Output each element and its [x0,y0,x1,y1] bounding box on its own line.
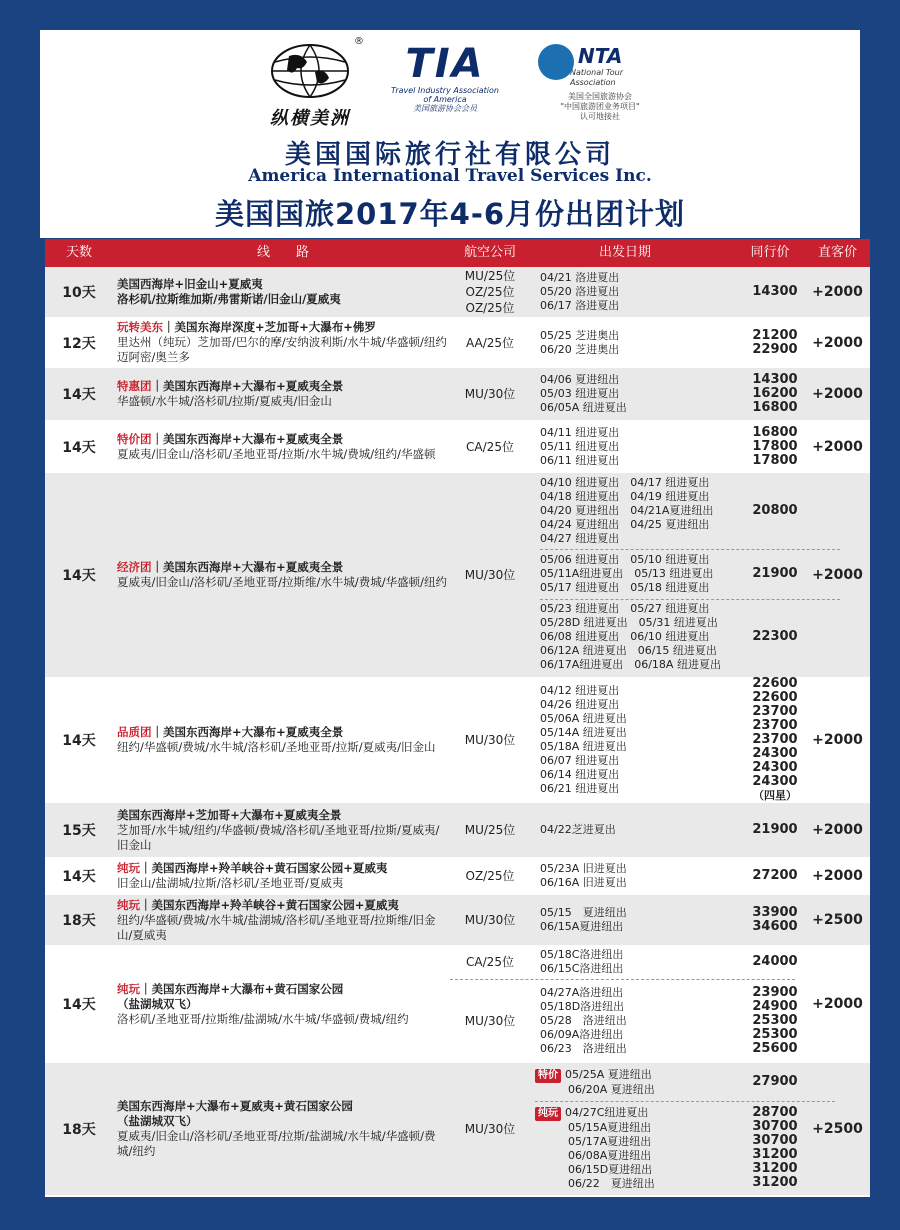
direct-price: +2000 [812,438,863,455]
row-airline [450,368,530,420]
direct-price: +2000 [812,386,863,402]
row-days: 14天 [62,733,96,749]
date-value: 06/17 洛进夏出 [540,299,620,312]
company-name-en: America International Travel Services Inc. [248,166,652,186]
date-value: 05/06A 纽进夏出 [540,712,627,725]
route-tag: 纯玩 [117,981,140,996]
direct-price: +2000 [812,996,863,1012]
date-value: 06/09A洛进纽出 [540,1028,624,1041]
route-title: 美国东西海岸+大瀑布+夏威夷全景 [163,725,344,739]
date-group [540,549,840,600]
col-direct-price: 直客价 [817,245,857,260]
company-name-cn: 美国国际旅行社有限公司 [284,140,615,170]
peer-price: 24900 [752,999,798,1014]
date-value: 04/24 夏进纽出 04/25 夏进纽出 [540,518,710,531]
table-header [45,239,870,267]
route-tag: 纯玩 [117,861,140,875]
peer-price: 30700 [752,1133,798,1148]
route-tag: 纯玩 [117,897,140,912]
date-value: 06/16A 旧进夏出 [540,876,627,889]
date-value: 05/23 纽进夏出 05/27 纽进夏出 [540,602,710,615]
date-value: 06/21 纽进夏出 [540,782,620,795]
nta-line0: National Tour Association [570,68,624,87]
row-route: 纯玩｜美国东西海岸+羚羊峡谷+黄石国家公园+夏威夷 纽约/华盛顿/费城/水牛城/盐湖城/洛杉矶/圣地亚哥/拉斯维/旧金山/夏威夷 [117,895,449,945]
row-airline [450,420,530,473]
date-value: 06/11 纽进夏出 [540,453,620,467]
direct-price: +2500 [812,1121,863,1137]
route-title: 美国东西海岸+大瀑布+夏威夷全景 [163,560,344,574]
date-value: 04/11 纽进夏出 [540,425,620,439]
date-value: 06/22 夏进纽出 [568,1176,655,1190]
route-cities: 夏威夷/旧金山/洛杉矶/圣地亚哥/拉斯/水牛城/费城/纽约/华盛顿 [117,446,436,461]
table-row [45,267,870,319]
airline-value: OZ/25位 [465,301,515,315]
row-days: 14天 [62,439,96,456]
col-route: 线 路 [256,245,309,260]
logo-tia [380,42,510,113]
row-route [117,1063,449,1195]
date-value: 04/18 纽进夏出 04/19 纽进夏出 [540,490,710,503]
direct-price: +2500 [812,912,863,928]
route-tag: 玩转美东 [117,320,163,334]
date-group [540,473,840,550]
row-route [117,803,449,857]
airline-value: CA/25位 [466,955,514,969]
peer-price: 24300 [752,746,798,761]
logo-zonghengmeizhou [260,36,364,132]
airline-group [450,979,798,1063]
table-row [45,473,870,679]
peer-price: 25300 [752,1013,798,1028]
date-value: 04/10 纽进夏出 04/17 纽进夏出 [540,476,710,489]
date-value: 05/11 纽进夏出 [540,439,620,453]
airline-value: MU/30位 [464,913,516,927]
airline-value: MU/30位 [464,568,516,582]
route-tag: 品质团 [117,725,152,739]
date-value: 04/27C纽进夏出 [565,1105,649,1119]
tia-line2: of America [423,95,467,104]
row-airline [450,677,530,803]
route-title: 美国东西海岸+羚羊峡谷+黄石国家公园+夏威夷 [151,897,399,912]
row-days: 14天 [62,997,96,1013]
row-airline [450,803,530,857]
peer-price: 31200 [752,1175,798,1190]
airline-value: MU/25位 [464,823,516,837]
peer-price: 23700 [752,704,798,719]
peer-price: 31200 [752,1147,798,1162]
route-cities: 洛杉矶/拉斯维加斯/弗雷斯诺/旧金山/夏威夷 [117,292,341,306]
direct-price: +2000 [812,284,863,300]
date-value: 05/23A 旧进夏出 [540,862,627,875]
col-peer-price: 同行价 [750,245,790,260]
special-price-badge: 特价 [535,1069,561,1083]
pure-tour-badge: 纯玩 [535,1107,561,1121]
date-group [535,1063,835,1102]
row-days: 18天 [62,1122,96,1138]
route-subtitle: （盐湖城双飞） [117,996,198,1011]
peer-price: 24300 [752,774,798,789]
date-value: 04/12 纽进夏出 [540,684,620,697]
table-row [45,1063,870,1195]
date-value: 05/17A夏进纽出 [568,1134,652,1148]
date-group [535,1101,835,1195]
col-days: 天数 [65,245,92,260]
direct-price: +2000 [812,567,863,583]
col-airline: 航空公司 [463,245,516,260]
nta-line1: 美国全国旅游协会 [568,92,632,101]
airline-value: MU/25位 [464,269,516,283]
date-value: 06/15D夏进纽出 [568,1162,653,1176]
route-title: 美国东西海岸+大瀑布+夏威夷全景 [163,379,344,393]
route-title: 美国东西海岸+大瀑布+黄石国家公园 [151,981,344,996]
airline-value: CA/25位 [466,439,514,454]
date-value: 06/12A 纽进夏出 06/15 纽进夏出 [540,644,717,657]
table-row [45,895,870,947]
airline-value: OZ/25位 [465,285,515,299]
price-note: （四星） [753,789,797,802]
row-dates [540,549,740,599]
peer-price: 14300 [752,372,798,387]
date-value: 06/15A夏进纽出 [540,920,624,933]
airline-value: MU/30位 [464,1014,516,1028]
peer-price: 31200 [752,1161,798,1176]
airline-group [450,945,798,980]
date-value: 05/25A 夏进纽出 [565,1067,652,1081]
peer-price: 25300 [752,1027,798,1042]
route-cities: 芝加哥/水牛城/纽约/华盛顿/费城/洛杉矶/圣地亚哥/拉斯/夏威夷/旧金山 [117,822,440,852]
registered-mark: ® [354,36,364,47]
peer-price: 20800 [752,503,798,518]
peer-price: 16200 [752,386,798,401]
table-row [45,803,870,859]
date-value: 05/18A 纽进夏出 [540,740,627,753]
row-airline [450,473,530,677]
route-tag: 经济团 [117,560,152,574]
peer-price: 21200 [752,327,798,343]
airline-value: AA/25位 [465,335,515,350]
airline-value: MU/30位 [464,387,516,401]
date-value: 05/25 芝进奥出 [540,328,620,342]
row-dates [535,1101,735,1195]
date-value: 04/22芝进夏出 [540,823,616,836]
row-route: 玩转美东｜美国东海岸深度+芝加哥+大瀑布+佛罗 里达州（纯玩）芝加哥/巴尔的摩/安纳波利斯/水牛城/华盛顿/纽约迈阿密/奥兰多 [117,317,449,368]
table-row [45,420,870,475]
table-row [45,368,870,422]
row-route: 纯玩｜美国西海岸+羚羊峡谷+黄石国家公园+夏威夷 旧金山/盐湖城/拉斯/洛杉矶/圣地亚哥/夏威夷 [117,857,449,895]
peer-price: 16800 [752,400,798,415]
date-group [540,599,840,675]
header [40,30,860,190]
peer-price: 24000 [752,954,798,969]
peer-price: 23700 [752,732,798,747]
row-dates [540,599,740,675]
direct-price: +2000 [812,334,863,351]
table-row [45,317,870,370]
row-route: 经济团｜美国东西海岸+大瀑布+夏威夷全景 夏威夷/旧金山/洛杉矶/圣地亚哥/拉斯维/水牛城/费城/华盛顿/纽约 [117,560,447,589]
row-days: 15天 [62,823,96,839]
row-airline [450,895,530,945]
date-value: 06/17A纽进夏出 06/18A 纽进夏出 [540,658,721,671]
row-route: 品质团｜美国东西海岸+大瀑布+夏威夷全景 纽约/华盛顿/费城/水牛城/洛杉矶/圣地亚哥/拉斯/夏威夷/旧金山 [117,677,449,803]
row-dates [540,979,710,1063]
schedule-table [45,239,870,1197]
date-value: 06/05A 纽进夏出 [540,401,627,414]
row-days: 12天 [62,335,96,352]
peer-price: 22900 [752,341,798,357]
date-value: 06/08A夏进纽出 [568,1148,652,1162]
row-airline [450,317,530,368]
route-tag: 特惠团 [117,379,152,393]
footer-strip [0,1197,900,1230]
route-cities: 洛杉矶/圣地亚哥/拉斯维/盐湖城/水牛城/华盛顿/费城/纽约 [117,1011,409,1026]
tia-letters: TIA [405,41,485,87]
date-value: 05/20 洛进夏出 [540,285,620,298]
route-cities: 纽约/华盛顿/费城/水牛城/盐湖城/洛杉矶/圣地亚哥/拉斯维/旧金山/夏威夷 [117,912,436,942]
route-tag: 特价团 [117,431,152,446]
peer-price: 23700 [752,718,798,733]
peer-price: 17800 [752,438,798,454]
date-value: 05/06 纽进夏出 05/10 纽进夏出 [540,553,710,566]
peer-price: 17800 [752,452,798,468]
peer-price: 27200 [752,868,798,883]
route-subtitle: （盐湖城双飞） [117,1114,198,1128]
peer-price: 21900 [752,822,798,837]
col-dates: 出发日期 [598,245,651,260]
route-cities: 夏威夷/旧金山/洛杉矶/圣地亚哥/拉斯/盐湖城/水牛城/华盛顿/费城/纽约 [117,1129,436,1158]
tia-line3: 美国旅游协会会员 [413,104,477,113]
route-title: 美国东西海岸+大瀑布+夏威夷全景 [163,431,344,446]
date-value: 04/06 夏进纽出 [540,373,620,386]
row-route: 纯玩｜美国东西海岸+大瀑布+黄石国家公园 （盐湖城双飞） 洛杉矶/圣地亚哥/拉斯维/盐湖城/水牛城/华盛顿/费城/纽约 [117,945,449,1063]
date-value: 06/08 纽进夏出 06/10 纽进夏出 [540,630,710,643]
table-row [45,945,870,1065]
date-value: 04/21 洛进夏出 [540,271,620,284]
table-row [45,857,870,897]
nta-globe-icon [538,44,574,80]
date-value: 05/17 纽进夏出 05/18 纽进夏出 [540,581,710,594]
route-cities: 纽约/华盛顿/费城/水牛城/洛杉矶/圣地亚哥/拉斯/夏威夷/旧金山 [117,740,436,754]
route-title: 美国东西海岸+大瀑布+夏威夷+黄石国家公园 [117,1099,353,1113]
nta-letters: NTA [578,44,623,68]
route-cities: 旧金山/盐湖城/拉斯/洛杉矶/圣地亚哥/夏威夷 [117,876,344,890]
date-value: 06/07 纽进夏出 [540,754,620,767]
row-days: 14天 [62,387,96,403]
route-title: 美国西海岸+羚羊峡谷+黄石国家公园+夏威夷 [151,861,388,875]
airline-value: MU/30位 [464,1122,516,1136]
logo1-text: 纵横美洲 [270,108,350,129]
page-title: 美国国旅2017年4-6月份出团计划 [214,197,686,231]
date-value: 04/26 纽进夏出 [540,698,620,711]
date-value: 05/03 纽进夏出 [540,387,620,400]
row-airline [450,857,530,895]
row-days: 14天 [62,869,96,885]
direct-price: +2000 [812,732,863,748]
date-value: 05/18C洛进纽出 [540,948,624,961]
page-title-bar [40,190,860,238]
row-dates [540,473,740,549]
route-cities: 里达州（纯玩）芝加哥/巴尔的摩/安纳波利斯/水牛城/华盛顿/纽约迈阿密/奥兰多 [117,335,447,364]
date-value: 04/27 纽进夏出 [540,532,620,545]
date-value: 06/23 洛进纽出 [540,1042,627,1055]
peer-price: 33900 [752,905,798,920]
airline-value: MU/30位 [464,733,516,747]
peer-price: 30700 [752,1119,798,1134]
date-value: 04/27A洛进纽出 [540,986,624,999]
row-airline [450,1063,530,1195]
date-value: 05/14A 纽进夏出 [540,726,627,739]
route-cities: 夏威夷/旧金山/洛杉矶/圣地亚哥/拉斯维/水牛城/费城/华盛顿/纽约 [117,575,447,589]
row-days: 18天 [62,913,96,929]
peer-price: 23900 [752,985,798,1000]
globe-icon [267,42,353,100]
peer-price: 27900 [752,1074,798,1089]
date-value: 06/20A 夏进纽出 [568,1082,655,1096]
date-value: 05/15A夏进纽出 [568,1120,652,1134]
row-airline [450,267,530,317]
date-value: 05/15 夏进纽出 [540,906,627,919]
date-value: 06/20 芝进奥出 [540,342,620,356]
direct-price: +2000 [812,868,863,884]
row-dates [535,1063,735,1101]
peer-price: 16800 [752,424,798,440]
peer-price: 21900 [752,566,798,581]
row-airline [450,945,530,979]
route-title: 美国东海岸深度+芝加哥+大瀑布+佛罗 [174,320,376,334]
row-days: 10天 [62,285,96,301]
logo-nta [530,44,670,122]
row-route [117,267,449,317]
nta-line3: 认可地接社 [580,112,620,121]
table-row [45,677,870,805]
row-days: 14天 [62,568,96,584]
airline-value: OZ/25位 [465,869,515,883]
row-route: 特惠团｜美国东西海岸+大瀑布+夏威夷全景 华盛顿/水牛城/洛杉矶/拉斯/夏威夷/旧金山 [117,368,449,420]
peer-price: 24300 [752,760,798,775]
date-value: 04/20 夏进纽出 04/21A夏进纽出 [540,504,714,517]
date-value: 06/14 纽进夏出 [540,768,620,781]
date-value: 05/11A纽进夏出 05/13 纽进夏出 [540,567,714,580]
peer-price: 25600 [752,1041,798,1056]
peer-price: 22600 [752,690,798,705]
nta-line2: "中国旅游团业务项目" [560,102,640,111]
route-title: 美国西海岸+旧金山+夏威夷 [117,277,263,291]
peer-price: 34600 [752,919,798,934]
route-cities: 华盛顿/水牛城/洛杉矶/拉斯/夏威夷/旧金山 [117,394,332,408]
direct-price: +2000 [812,822,863,838]
row-dates [540,945,710,979]
date-value: 05/28D 纽进夏出 05/31 纽进夏出 [540,616,718,629]
route-title: 美国东西海岸+芝加哥+大瀑布+夏威夷全景 [117,807,342,822]
date-value: 06/15C洛进纽出 [540,962,624,975]
row-airline [450,979,530,1063]
peer-price: 28700 [752,1105,798,1120]
peer-price: 14300 [752,284,798,299]
peer-price: 22600 [752,677,798,691]
peer-price: 22300 [752,629,798,644]
date-value: 05/28 洛进纽出 [540,1014,627,1027]
row-route: 特价团｜美国东西海岸+大瀑布+夏威夷全景 夏威夷/旧金山/洛杉矶/圣地亚哥/拉斯/水牛城/费城/纽约/华盛顿 [117,420,449,473]
date-value: 05/18D洛进纽出 [540,1000,625,1013]
tia-line1: Travel Industry Association [391,86,499,95]
